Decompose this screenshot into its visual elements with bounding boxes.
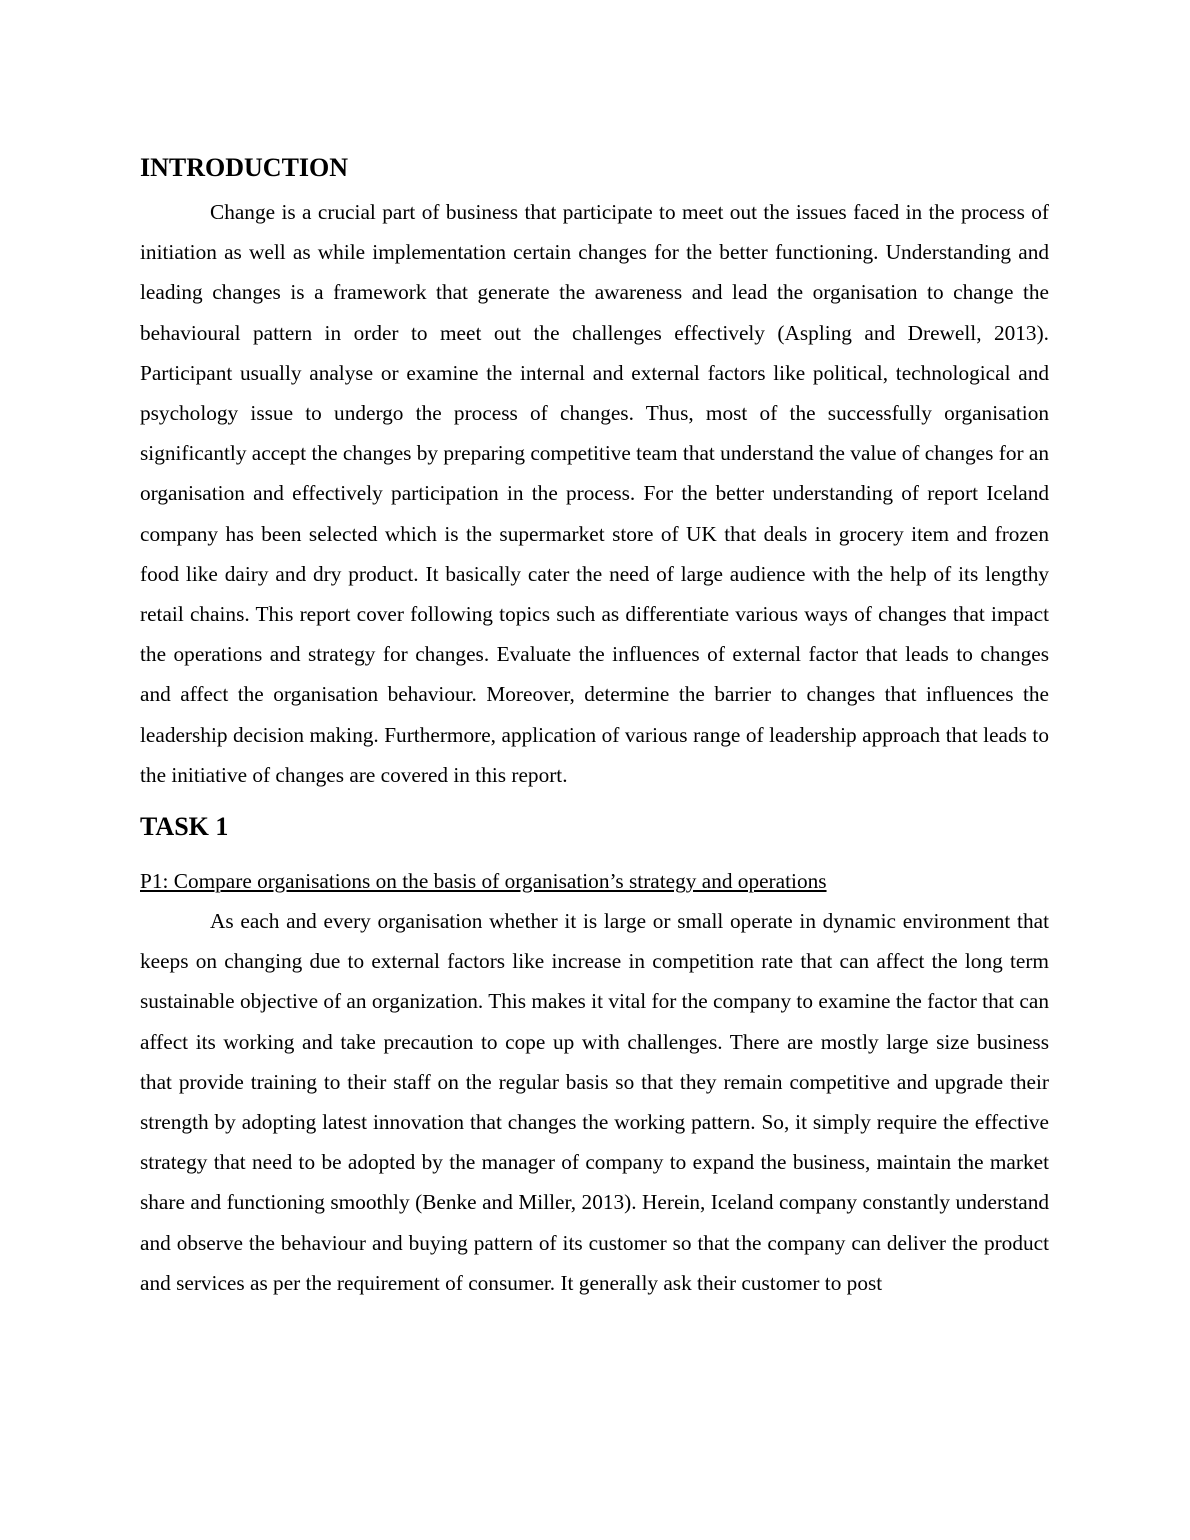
p1-paragraph: As each and every organisation whether it is large or small operate in dynamic environment that keeps on changing due to external factors like increase in competition rate that can affect the long term sustainable objective of an organization. This makes it vital for the company to examine the factor that can affect its working and take precaution to cope up with challenges. There are mostly large size business that provide training to their staff on the regular basis so that they remain competitive and upgrade their strength by adopting latest innovation that changes the working pattern. So, it simply require the effective strategy that need to be adopted by the manager of company to expand the business, maintain the market share and functioning smoothly (Benke and Miller, 2013). Herein, Iceland company constantly understand and observe the behaviour and buying pattern of its customer so that the company can deliver the product and services as per the requirement of consumer. It generally ask their customer to post [140, 909, 1049, 1295]
introduction-paragraph: Change is a crucial part of business that participate to meet out the issues faced in the process of initiation as well as while implementation certain changes for the better functioning. Understanding and leading changes is a framework that generate the awareness and lead the organisation to change the behavioural pattern in order to meet out the challenges effectively (Aspling and Drewell, 2013). Participant usually analyse or examine the internal and external factors like political, technological and psychology issue to undergo the process of changes. Thus, most of the successfully organisation significantly accept the changes by preparing competitive team that understand the value of changes for an organisation and effectively participation in the process. For the better understanding of report Iceland company has been selected which is the supermarket store of UK that deals in grocery item and frozen food like dairy and dry product. It basically cater the need of large audience with the help of its lengthy retail chains. This report cover following topics such as differentiate various ways of changes that impact the operations and strategy for changes. Evaluate the influences of external factor that leads to changes and affect the organisation behaviour. Moreover, determine the barrier to changes that influences the leadership decision making. Furthermore, application of various range of leadership approach that leads to the initiative of changes are covered in this report. [140, 200, 1049, 787]
task-1-heading: TASK 1 [140, 812, 229, 842]
p1-subheading: P1: Compare organisations on the basis of organisation’s strategy and operations [140, 869, 827, 894]
document-page [140, 148, 1049, 1303]
introduction-heading: INTRODUCTION [140, 153, 349, 182]
